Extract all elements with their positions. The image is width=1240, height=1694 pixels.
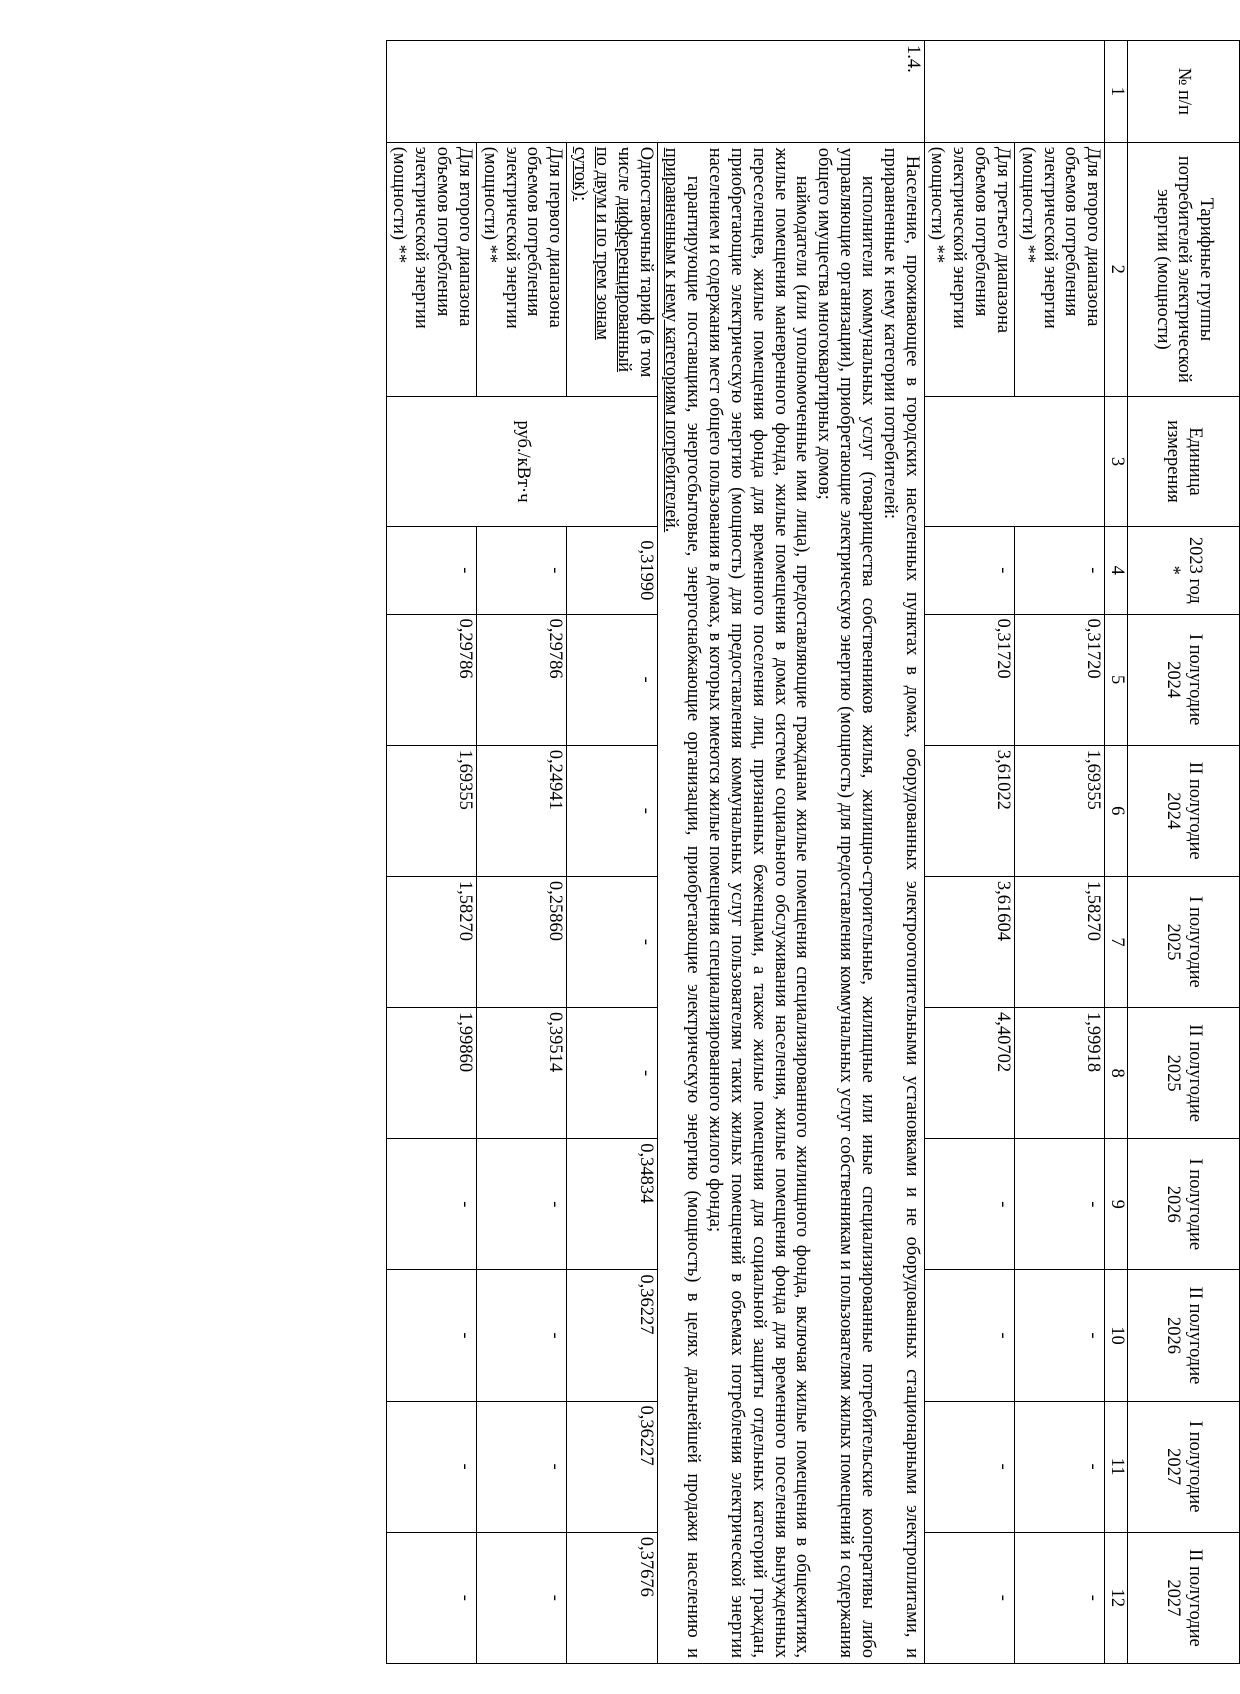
index-cell: 12 xyxy=(1105,1532,1128,1663)
table-row xyxy=(1014,41,1104,1664)
tariff-table xyxy=(386,40,1240,1664)
value-cell: 0,31990 xyxy=(567,527,657,614)
value-cell: 4,40702 xyxy=(924,1008,1014,1139)
value-cell: - xyxy=(386,527,476,614)
section-paragraph: наймодатели (или уполномоченные ими лица), предоставляющие гражданам жилые помещения специализированного жилищного фонда, включая жилые помещения в общежитиях, жилые помещения маневренного фонда, жилые помещения в домах системы социального обслуживания населения, жилые помещения фонда для временного поселения вынужденных переселенцев, жилые помещения фонда для временного поселения лиц, признанных беженцами, а также жилые помещения для социальной защиты отдельных категорий граждан, приобретающие электрическую энергию (мощность) для предоставления коммунальных услуг пользователям таких жилых помещений в объемах потребления электрической энергии населением и содержания мест общего пользования в домах, в которых имеются жилые помещения специализированного жилого фонда; xyxy=(705,147,813,1658)
section-paragraph: Население, проживающее в городских населенных пунктах в домах, оборудованных электроотопительными установками и не оборудованных стационарными электроплитами, и приравненные к нему категории потребителей: xyxy=(879,147,922,1658)
value-cell: 0,36227 xyxy=(567,1270,657,1401)
section-text: гарантирующие поставщики, энергосбытовые, энергоснабжающие организации, приобретающие электрическую энергию (мощность) в целях дальнейшей продажи населению и xyxy=(683,175,704,1658)
unit-value: руб./кВт·ч xyxy=(386,396,657,526)
value-cell: 0,29786 xyxy=(386,614,476,745)
row-label: Для второго диапазона объемов потребления электрической энергии (мощности) ** xyxy=(386,142,476,396)
index-cell: 2 xyxy=(1105,142,1128,396)
row-label: Для третьего диапазона объемов потребления электрической энергии (мощности) ** xyxy=(924,142,1014,396)
header-period-8: II полугодие 2027 xyxy=(1128,1532,1240,1663)
value-cell: 3,61604 xyxy=(924,876,1014,1007)
value-cell: 0,24941 xyxy=(476,745,566,876)
value-cell: 0,34834 xyxy=(567,1139,657,1270)
value-cell: - xyxy=(476,1139,566,1270)
table-row xyxy=(386,41,476,1664)
value-cell: 0,29786 xyxy=(476,614,566,745)
section-paragraph xyxy=(660,148,704,1658)
value-cell: 0,39514 xyxy=(476,1008,566,1139)
header-group: Тарифные группы потребителей электрической энергии (мощности) xyxy=(1128,142,1240,396)
value-cell: 1,69355 xyxy=(1014,745,1104,876)
section-text-underlined: приравненным к нему категориям потребителей. xyxy=(661,147,682,533)
value-cell: 1,69355 xyxy=(386,745,476,876)
row-label-text: Одноставочный тариф (в том числе xyxy=(613,146,656,378)
table-row xyxy=(476,41,566,1664)
value-cell: - xyxy=(1014,1401,1104,1532)
header-row xyxy=(1128,41,1240,1664)
table-row xyxy=(567,41,657,1664)
header-period-2: II полугодие 2024 xyxy=(1128,745,1240,876)
value-cell: 3,61022 xyxy=(924,745,1014,876)
index-cell: 3 xyxy=(1105,396,1128,526)
header-period-1: I полугодие 2024 xyxy=(1128,614,1240,745)
header-period-7: I полугодие 2027 xyxy=(1128,1401,1240,1532)
value-cell: 1,58270 xyxy=(386,876,476,1007)
value-cell: 0,31720 xyxy=(924,614,1014,745)
index-cell: 4 xyxy=(1105,527,1128,614)
header-period-6: II полугодие 2026 xyxy=(1128,1270,1240,1401)
value-cell: - xyxy=(476,527,566,614)
value-cell: 0,37676 xyxy=(567,1532,657,1663)
unit-cell xyxy=(924,396,1105,526)
index-cell: 6 xyxy=(1105,745,1128,876)
value-cell: 0,36227 xyxy=(567,1401,657,1532)
value-cell: - xyxy=(1014,1532,1104,1663)
value-cell: - xyxy=(386,1139,476,1270)
header-period-4: II полугодие 2025 xyxy=(1128,1008,1240,1139)
value-cell: - xyxy=(476,1270,566,1401)
index-cell: 11 xyxy=(1105,1401,1128,1532)
header-period-5: I полугодие 2026 xyxy=(1128,1139,1240,1270)
index-row xyxy=(1105,41,1128,1664)
value-cell: - xyxy=(1014,527,1104,614)
value-cell: 1,99918 xyxy=(1014,1008,1104,1139)
value-cell: - xyxy=(567,876,657,1007)
value-cell: - xyxy=(386,1532,476,1663)
header-unit: Единица измерения xyxy=(1128,396,1240,526)
index-cell: 7 xyxy=(1105,876,1128,1007)
value-cell: - xyxy=(924,1401,1014,1532)
row-label-underlined: дифференцированный по двум и по трем зонам суток): xyxy=(570,146,634,373)
header-num: № п/п xyxy=(1128,41,1240,143)
value-cell: - xyxy=(386,1270,476,1401)
empty-num-cell xyxy=(924,41,1105,143)
row-label: Для первого диапазона объемов потребления электрической энергии (мощности) ** xyxy=(476,142,566,396)
value-cell: - xyxy=(476,1532,566,1663)
value-cell: 1,58270 xyxy=(1014,876,1104,1007)
value-cell: - xyxy=(567,614,657,745)
value-cell: 0,25860 xyxy=(476,876,566,1007)
index-cell: 8 xyxy=(1105,1008,1128,1139)
value-cell: 0,31720 xyxy=(1014,614,1104,745)
value-cell: - xyxy=(476,1401,566,1532)
section-description xyxy=(657,142,924,1663)
index-cell: 10 xyxy=(1105,1270,1128,1401)
section-paragraph: исполнители коммунальных услуг (товарищества собственников жилья, жилищно-строительные, жилищные или иные специализированные потребительские кооперативы либо управляющие организации), приобретающие электрическую энергию (мощность) для предоставления коммунальных услуг собственникам и пользователям жилых помещений и содержания общего имущества многоквартирных домов; xyxy=(814,147,878,1658)
value-cell: - xyxy=(924,527,1014,614)
value-cell: - xyxy=(1014,1139,1104,1270)
value-cell: - xyxy=(924,1532,1014,1663)
value-cell: - xyxy=(924,1139,1014,1270)
section-number: 1.4. xyxy=(386,41,924,143)
row-label: Для второго диапазона объемов потребления электрической энергии (мощности) ** xyxy=(1014,142,1104,396)
value-cell: 1,99860 xyxy=(386,1008,476,1139)
value-cell: - xyxy=(567,1008,657,1139)
header-2023: 2023 год * xyxy=(1128,527,1240,614)
header-period-3: I полугодие 2025 xyxy=(1128,876,1240,1007)
index-cell: 9 xyxy=(1105,1139,1128,1270)
section-row xyxy=(657,41,924,1664)
rotated-page xyxy=(110,40,1240,1680)
value-cell: - xyxy=(924,1270,1014,1401)
value-cell: - xyxy=(567,745,657,876)
table-row xyxy=(924,41,1014,1664)
index-cell: 5 xyxy=(1105,614,1128,745)
row-label xyxy=(567,142,657,396)
value-cell: - xyxy=(386,1401,476,1532)
index-cell: 1 xyxy=(1105,41,1128,143)
value-cell: - xyxy=(1014,1270,1104,1401)
